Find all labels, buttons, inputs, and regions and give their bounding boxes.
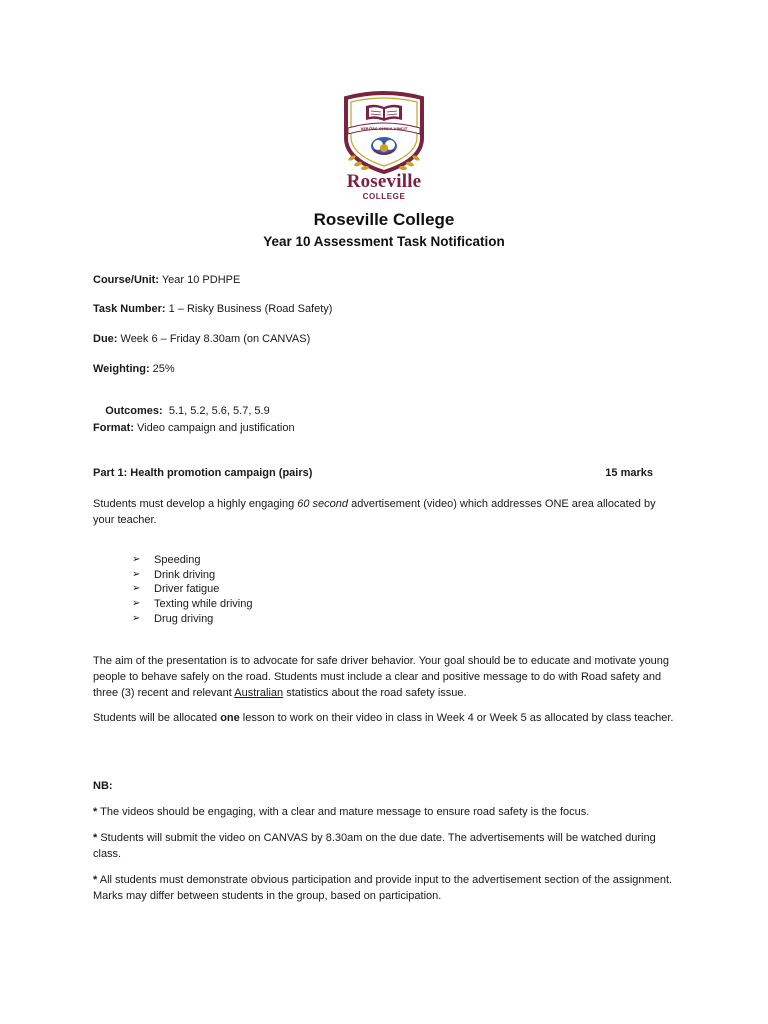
aim-text-end: statistics about the road safety issue. bbox=[283, 687, 467, 699]
part1-intro bbox=[93, 496, 678, 528]
arrow-bullet-icon: ➢ bbox=[132, 583, 141, 595]
arrow-bullet-icon: ➢ bbox=[132, 554, 141, 565]
note-star: * bbox=[93, 874, 98, 886]
note-text: All students must demonstrate obvious participation and provide input to the advertisement section of the assignment. Marks may differ between students in the group, based on participation. bbox=[93, 874, 673, 902]
field-label: Due: bbox=[93, 333, 118, 345]
field-label: Outcomes: bbox=[105, 405, 163, 417]
logo-wordmark: Roseville bbox=[346, 171, 422, 192]
part1-title: Part 1: Health promotion campaign (pairs) bbox=[93, 467, 313, 479]
list-item bbox=[132, 553, 252, 568]
arrow-bullet-icon: ➢ bbox=[132, 598, 141, 610]
topic-list bbox=[132, 553, 252, 626]
intro-emphasis: 60 second bbox=[297, 498, 349, 510]
note-text: The videos should be engaging, with a clear and mature message to ensure road safety is the focus. bbox=[97, 806, 590, 818]
note-star: * bbox=[93, 806, 98, 818]
part1-marks: 15 marks bbox=[605, 467, 653, 479]
nb-heading: NB: bbox=[93, 780, 113, 792]
field-label: Task Number: bbox=[93, 303, 166, 315]
aim-underline: Australian bbox=[234, 687, 284, 699]
note-star: * bbox=[93, 832, 98, 844]
motto-text: VERITAS OMNIA VINCIT bbox=[360, 127, 408, 131]
field-label: Course/Unit: bbox=[93, 274, 159, 286]
part1-aim bbox=[93, 653, 678, 701]
field-task-number bbox=[93, 303, 332, 315]
page-title: Roseville College bbox=[313, 210, 455, 229]
part1-heading bbox=[93, 467, 653, 479]
list-item bbox=[132, 612, 252, 627]
crest-shield bbox=[346, 93, 422, 172]
field-value: Year 10 PDHPE bbox=[159, 274, 241, 286]
field-due bbox=[93, 333, 310, 345]
arrow-bullet-icon: ➢ bbox=[132, 612, 141, 624]
topic-label: Drug driving bbox=[154, 612, 214, 625]
field-course-unit bbox=[93, 274, 240, 286]
arrow-bullet-icon: ➢ bbox=[132, 568, 141, 580]
field-format bbox=[93, 422, 295, 434]
intro-text: Students must develop a highly engaging bbox=[93, 498, 298, 510]
lesson-text: Students will be allocated bbox=[93, 712, 221, 724]
part1-lesson bbox=[93, 710, 678, 726]
nb-note-1 bbox=[93, 804, 678, 820]
field-value: 25% bbox=[149, 363, 175, 375]
aim-text: The aim of the presentation is to advocate for safe driver behavior. Your goal should be to educate and motivate young people to behave safely on the road. Students must include a clear and positive message to do with Road safety and three (3) recent and relevant bbox=[93, 655, 670, 699]
nb-note-3 bbox=[93, 872, 678, 904]
field-value: 5.1, 5.2, 5.6, 5.7, 5.9 bbox=[162, 405, 270, 417]
book-icon bbox=[366, 105, 402, 121]
rose-emblem-icon bbox=[371, 137, 397, 155]
lesson-text-end: lesson to work on their video in class in Week 4 or Week 5 as allocated by class teacher. bbox=[239, 712, 674, 724]
field-value: Week 6 – Friday 8.30am (on CANVAS) bbox=[117, 333, 311, 345]
topic-label: Speeding bbox=[154, 554, 201, 566]
field-weighting bbox=[93, 363, 175, 375]
list-item bbox=[132, 582, 252, 597]
intro-text-end: advertisement (video) which addresses ONE area allocated by your teacher. bbox=[93, 498, 656, 526]
field-label: Weighting: bbox=[93, 363, 150, 375]
field-label: Format: bbox=[93, 422, 134, 434]
list-item bbox=[132, 597, 252, 612]
topic-label: Drink driving bbox=[154, 568, 216, 581]
logo-subtitle: COLLEGE bbox=[362, 192, 406, 201]
topic-label: Driver fatigue bbox=[154, 583, 220, 596]
list-item bbox=[132, 568, 252, 583]
nb-note-2 bbox=[93, 830, 678, 862]
topic-label: Texting while driving bbox=[154, 598, 253, 611]
note-text: Students will submit the video on CANVAS by 8.30am on the due date. The advertisements will be watched during class. bbox=[93, 832, 656, 860]
field-value: Video campaign and justification bbox=[133, 422, 295, 434]
field-value: 1 – Risky Business (Road Safety) bbox=[165, 303, 333, 315]
lesson-bold: one bbox=[220, 712, 240, 724]
page-subtitle: Year 10 Assessment Task Notification bbox=[263, 234, 505, 249]
